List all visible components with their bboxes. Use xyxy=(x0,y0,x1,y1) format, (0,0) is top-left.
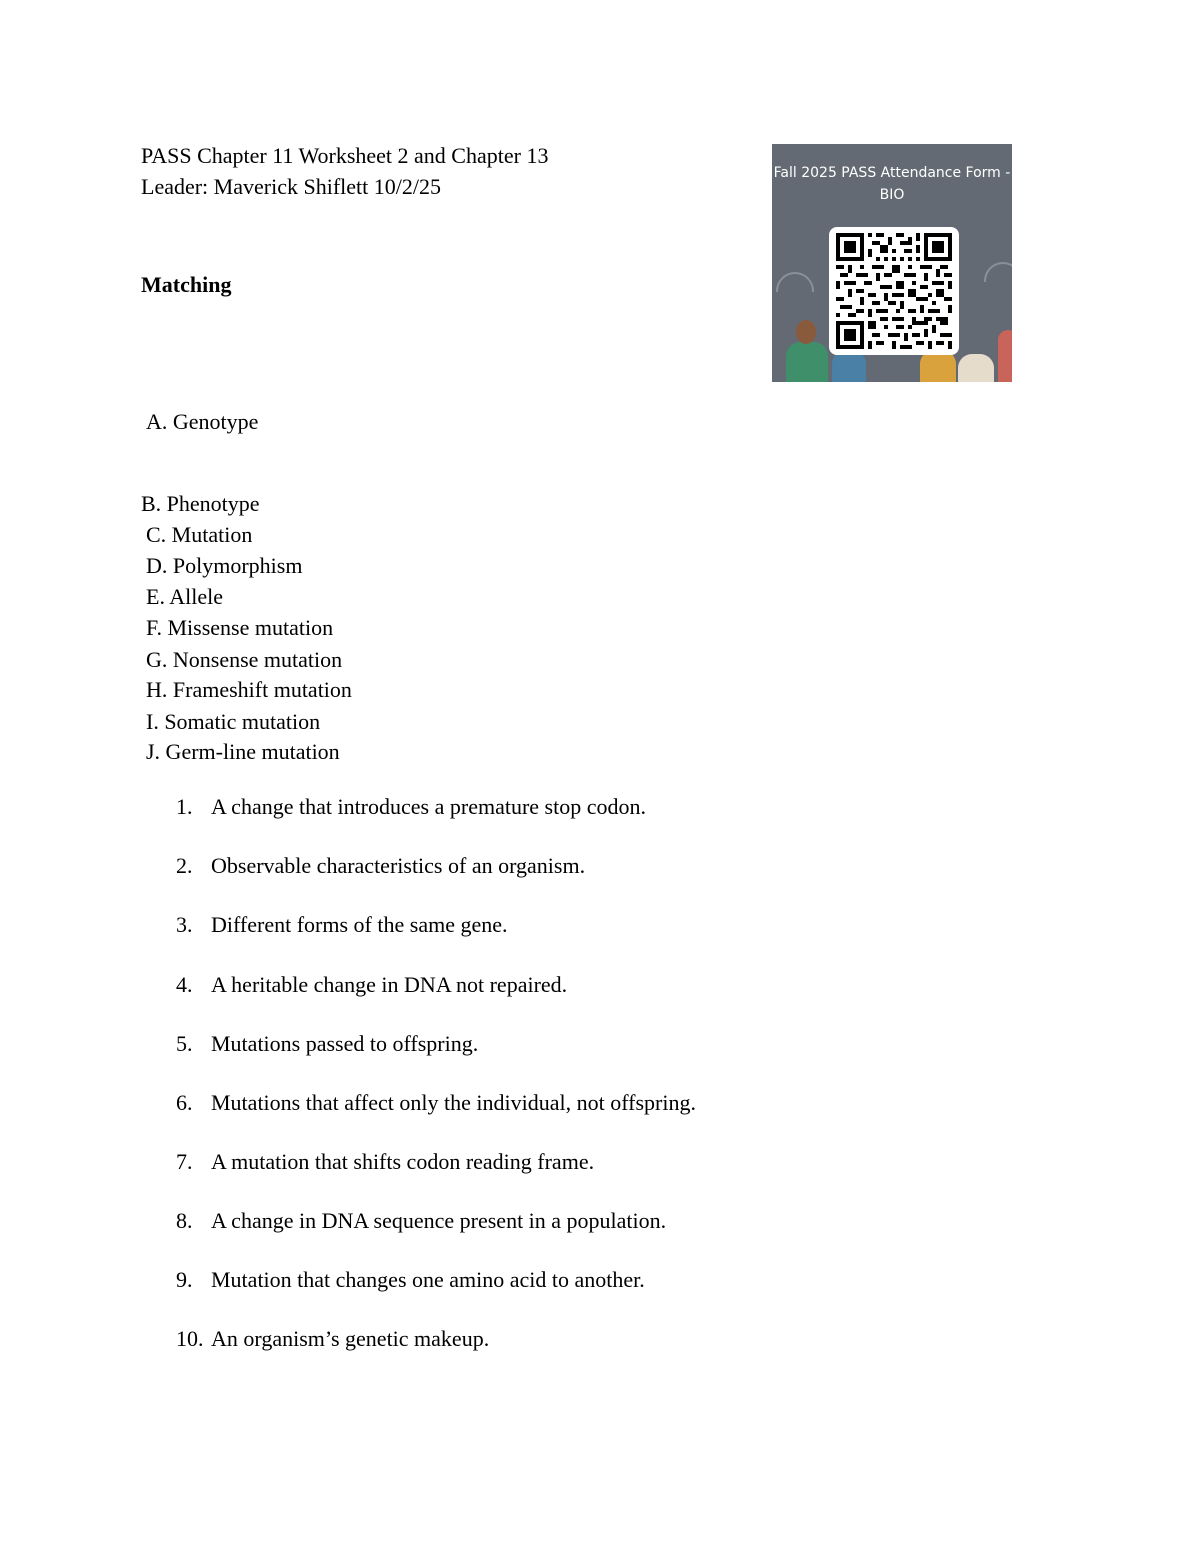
definition-text: Mutations that affect only the individual, not offspring. xyxy=(211,1090,696,1115)
qr-poster-title-line2: BIO xyxy=(879,187,905,203)
definition-number: 8. xyxy=(176,1208,193,1233)
worksheet-title: PASS Chapter 11 Worksheet 2 and Chapter 13 xyxy=(141,143,549,168)
person-illustration-icon xyxy=(958,354,994,382)
term-item: B. Phenotype xyxy=(141,491,260,516)
term-item: G. Nonsense mutation xyxy=(146,647,343,672)
definition-number: 4. xyxy=(176,972,193,997)
term-item: D. Polymorphism xyxy=(146,553,303,578)
term-item: H. Frameshift mutation xyxy=(146,677,352,702)
term-item: J. Germ-line mutation xyxy=(146,739,340,764)
section-heading: Matching xyxy=(141,272,232,297)
cloud-icon xyxy=(984,262,1012,282)
definition-text: Observable characteristics of an organism. xyxy=(211,853,586,878)
definition-number: 6. xyxy=(176,1090,193,1115)
definition-number: 2. xyxy=(176,853,193,878)
person-illustration-icon xyxy=(998,330,1012,382)
person-illustration-icon xyxy=(786,342,828,382)
definition-text: A change that introduces a premature stop codon. xyxy=(211,794,646,819)
qr-poster-title xyxy=(772,162,1012,206)
definition-number: 10. xyxy=(176,1326,204,1351)
definition-text: A mutation that shifts codon reading frame. xyxy=(211,1149,595,1174)
term-item: F. Missense mutation xyxy=(146,615,334,640)
definition-text: A change in DNA sequence present in a population. xyxy=(211,1208,667,1233)
definition-text: Mutations passed to offspring. xyxy=(211,1031,479,1056)
definition-number: 7. xyxy=(176,1149,193,1174)
definition-text: Mutation that changes one amino acid to another. xyxy=(211,1267,645,1292)
person-head-icon xyxy=(796,320,816,344)
term-item: I. Somatic mutation xyxy=(146,709,321,734)
definition-number: 3. xyxy=(176,912,193,937)
qr-poster-title-line1: Fall 2025 PASS Attendance Form - xyxy=(773,165,1011,181)
term-item: C. Mutation xyxy=(146,522,253,547)
cloud-icon xyxy=(776,272,814,292)
definition-text: A heritable change in DNA not repaired. xyxy=(211,972,568,997)
qr-code-frame xyxy=(829,227,959,355)
definition-number: 9. xyxy=(176,1267,193,1292)
attendance-qr-poster[interactable] xyxy=(772,144,1012,382)
term-item: E. Allele xyxy=(146,584,223,609)
definition-text: An organism’s genetic makeup. xyxy=(211,1326,490,1351)
definition-text: Different forms of the same gene. xyxy=(211,912,508,937)
term-item: A. Genotype xyxy=(146,409,259,434)
leader-line: Leader: Maverick Shiflett 10/2/25 xyxy=(141,174,441,199)
definition-number: 1. xyxy=(176,794,193,819)
qr-code-icon xyxy=(835,233,953,349)
definition-number: 5. xyxy=(176,1031,193,1056)
